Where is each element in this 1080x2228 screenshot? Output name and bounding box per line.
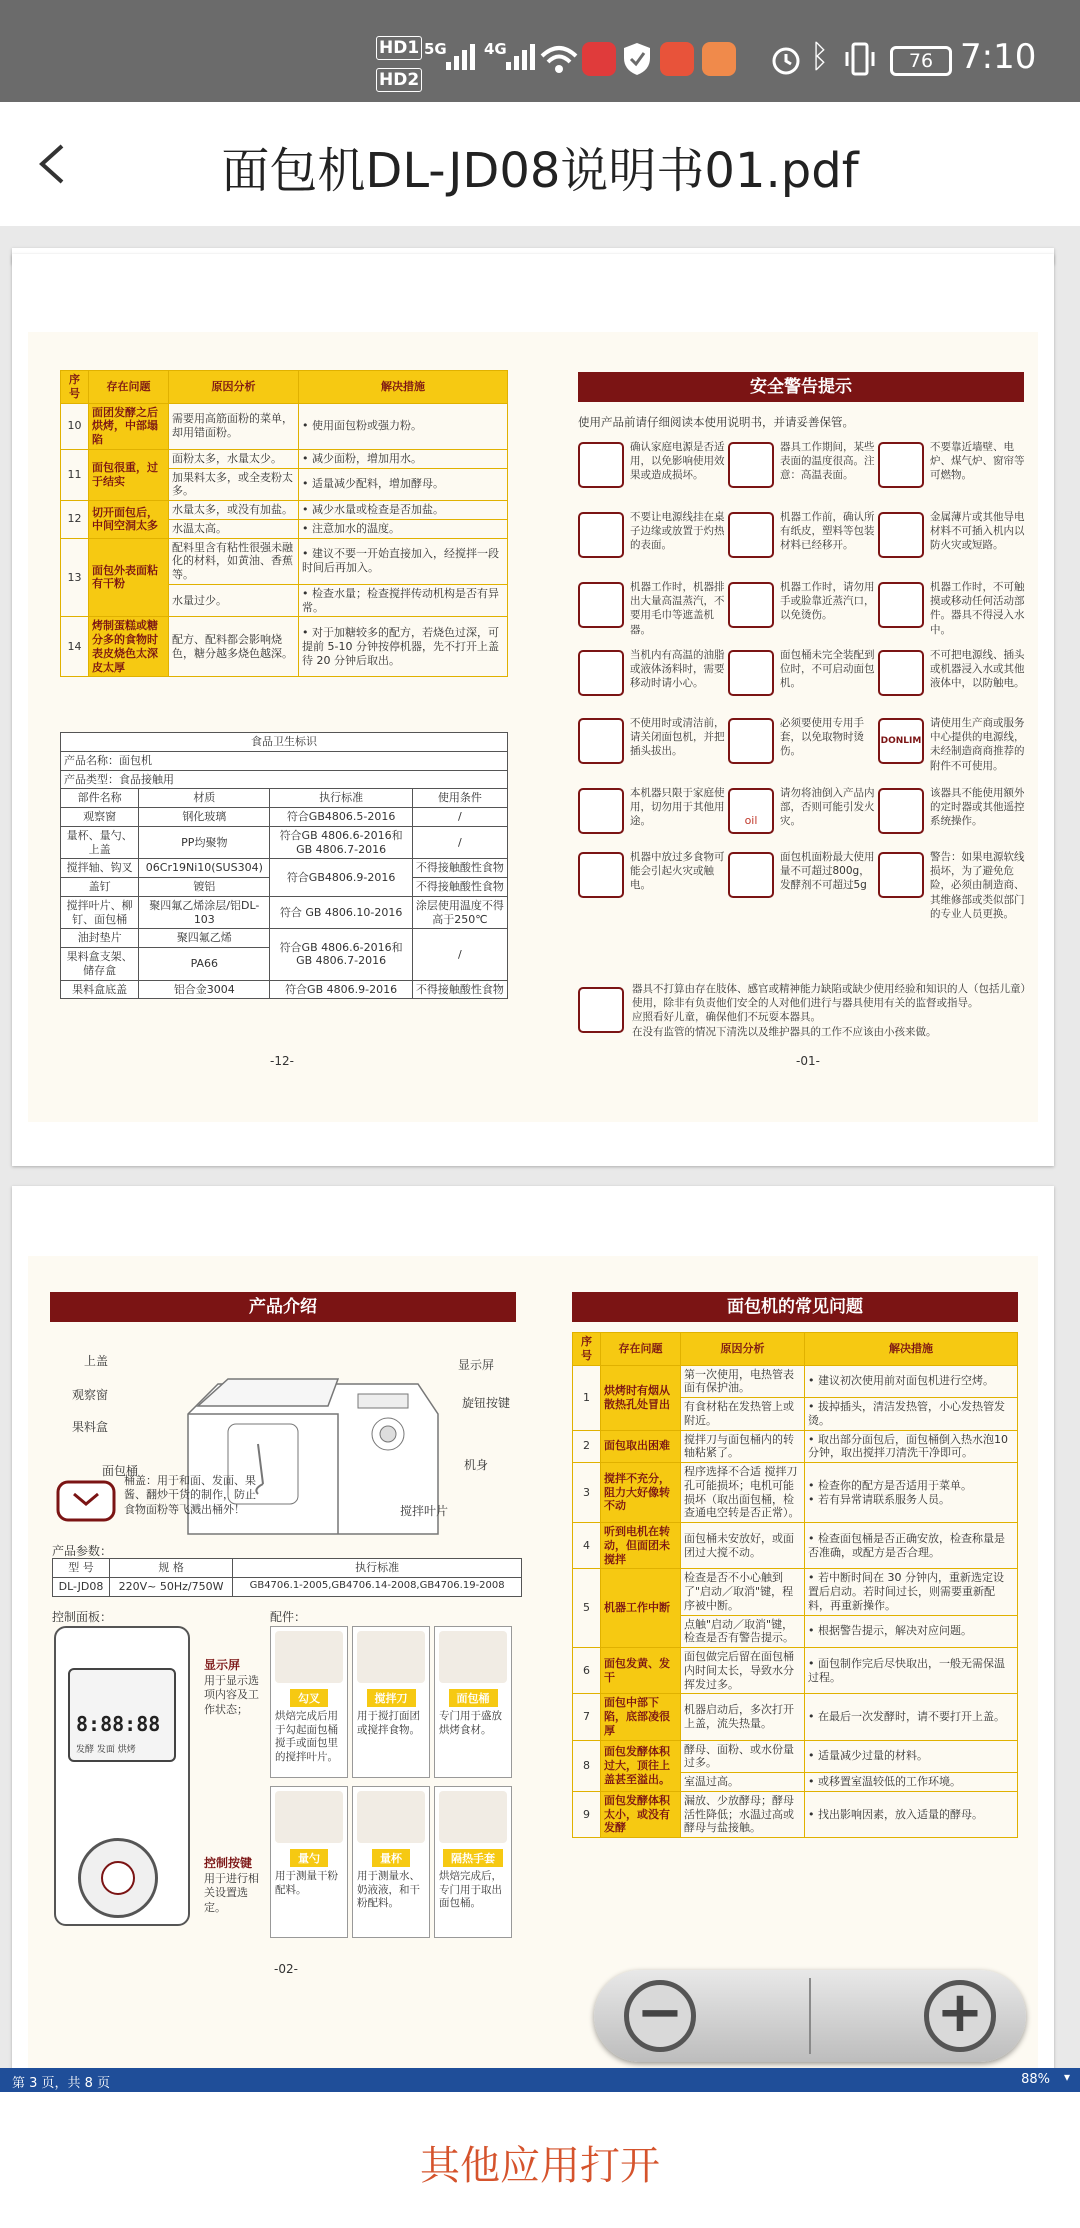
pdf-page-4 [12,1186,1054,2070]
bottom-notes [632,982,1032,1039]
cell: 不得接触酸性食物 [412,878,507,897]
warning-item [578,650,728,720]
accessory-image [439,1631,507,1683]
row-number: 6 [573,1648,601,1694]
table-row [573,1569,1018,1615]
warning-text: 面包机面粉最大使用量不可超过800g，发酵剂不可超过5g [780,851,875,892]
cause-cell: 室温过高。 [681,1773,805,1792]
solution-cell: • 或移置室温较低的工作环境。 [805,1773,1018,1792]
warning-text: 金属薄片或其他导电材料不可插入机内以防火灾或短路。 [930,511,1025,552]
cell: 06Cr19Ni10(SUS304) [139,859,270,878]
scan-spread-1 [28,332,1038,1122]
warning-text: 请勿将油倒入产品内部，否则可能引发火灾。 [780,787,875,828]
signal-icon-2 [506,44,535,70]
oil-icon: oil [728,788,774,834]
safety-intro: 使用产品前请仔细阅读本使用说明书，并请妥善保管。 [578,415,854,429]
problem-cell: 搅拌不充分，阻力大好像转不动 [601,1463,681,1523]
warning-icon [878,582,924,628]
network-5g: 5G [424,40,447,58]
cell: 220V~ 50Hz/750W [109,1577,232,1596]
warning-item [578,512,728,582]
warning-text: 不要让电源线挂在桌子边缘或放置于灼热的表面。 [630,511,725,552]
warning-icon [578,852,624,898]
zoom-in-button[interactable]: + [924,1980,996,2052]
cause-cell: 水量太多，或没有加盐。 [169,501,299,520]
warning-text: 机器工作前，确认所有纸皮，塑料等包装材料已经移开。 [780,511,875,552]
open-with-other-app-button[interactable]: 其他应用打开 [420,2143,660,2189]
accessory-card [352,1626,430,1778]
faq-title: 面包机的常见问题 [572,1292,1018,1322]
col-header: 解决措施 [805,1333,1018,1366]
col-header: 序号 [61,371,89,404]
cell: 镀铝 [139,878,270,897]
warning-icon [878,788,924,834]
warning-icon [878,512,924,558]
col-header: 部件名称 [61,789,139,808]
bucket-lid-icon [54,1474,118,1526]
problem-cell: 面包中部下陷，底部凌很厚 [601,1694,681,1740]
solution-cell: • 适量减少配料，增加酵母。 [299,468,508,501]
table-row [53,1577,522,1596]
cell: 搅拌轴、钩叉 [61,859,139,878]
page-info-bar [0,2068,1080,2092]
col-header: 存在问题 [89,371,169,404]
param-title: 产品参数： [52,1544,113,1558]
page-number: -12- [270,1054,294,1068]
warning-icon [578,650,624,696]
warning-icon [728,852,774,898]
cell: 盖钉 [61,878,139,897]
page-number: -01- [796,1054,820,1068]
app-notification-icon [582,42,616,76]
row-number: 7 [573,1694,601,1740]
warning-item [728,718,878,788]
accessory-image [439,1791,507,1843]
cause-cell: 水量过少。 [169,584,299,617]
cell: 油封垫片 [61,929,139,948]
display-desc: 用于显示选项内容及工作状态； [204,1674,259,1716]
product-intro-title: 产品介绍 [50,1292,516,1322]
warning-text: 警告：如果电源软线损坏，为了避免危险，必须由制造商、其维修部或类似部门的专业人员更换。 [930,851,1025,920]
accessory-desc: 用于搅打面团或搅拌食物。 [357,1710,420,1736]
warning-text: 当机内有高温的油脂或液体汤料时，需要移动时请小心。 [630,649,725,690]
table-row [573,1463,1018,1523]
table-row [61,403,508,449]
accessory-card [434,1626,512,1778]
cause-cell: 面粉太多，水量太少。 [169,449,299,468]
col-header: 原因分析 [169,371,299,404]
solution-cell: • 检查面包桶是否正确安放，检查称量是否准确，或配方是否合理。 [805,1523,1018,1569]
warning-item [878,512,1028,582]
row-number: 1 [573,1365,601,1430]
accessory-desc: 烘焙完成后，专门用于取出面包桶。 [439,1870,502,1910]
solution-cell: • 若中断时间在 30 分钟内，重新选定设置后启动。若时间过长，则需要重新配料，再重新操作。 [805,1569,1018,1615]
table-row [61,501,508,520]
child-disability-icon [578,987,624,1033]
warning-icon [878,442,924,488]
cause-cell: 配料里含有粘性很强未融化的材料，如黄油、香蕉等。 [169,538,299,584]
col-header: 解决措施 [299,371,508,404]
part-label: 上盖 [84,1354,109,1368]
row-number: 8 [573,1740,601,1791]
cell: 搅拌叶片、柳钉、面包桶 [61,896,139,929]
problem-cell: 切开面包后，中间空洞太多 [89,501,169,539]
bucket-lid-note: 桶盖：用于和面、发面、果酱、翻炒干货的制作，防止食物面粉等飞溅出桶外！ [124,1474,256,1516]
accessory-card [434,1786,512,1938]
warning-icon [578,582,624,628]
solution-cell: • 建议不要一开始直接加入，经搅拌一段时间后再加入。 [299,538,508,584]
warning-text: 本机器只限于家庭使用，切勿用于其他用途。 [630,787,725,828]
zoom-level: 88% [1021,2072,1050,2087]
col-header: 使用条件 [412,789,507,808]
solution-cell: • 面包制作完后尽快取出，一般无需保温过程。 [805,1648,1018,1694]
faq-table [572,1332,1018,1838]
accessory-image [275,1791,343,1843]
row-number: 11 [61,449,89,500]
button-label: 控制按键 [204,1856,253,1870]
cause-cell: 面包桶未安放好，或面团过大搅不动。 [681,1523,805,1569]
col-header: 规 格 [109,1559,232,1578]
clock: 7:10 [960,37,1037,77]
cell: 铝合金3004 [139,980,270,999]
accessory-name: 隔热手套 [443,1849,503,1867]
part-label: 显示屏 [458,1358,495,1372]
table-row [61,896,508,929]
accessory-card [270,1786,348,1938]
warning-text: 不使用时或清洁前，请关闭面包机，并把插头拔出。 [630,717,725,758]
vibrate-icon [842,42,878,76]
table-row [61,929,508,948]
hd2-badge: HD2 [376,68,422,92]
problem-cell: 面包发酵体积太小，或没有发酵 [601,1791,681,1837]
table-row [573,1430,1018,1463]
warning-icon [578,718,624,764]
accessory-name: 面包桶 [449,1689,498,1707]
cause-cell: 搅拌刀与面包桶内的转轴粘紧了。 [681,1430,805,1463]
accessory-name: 勾叉 [290,1689,328,1707]
warning-icon [728,582,774,628]
display-label: 显示屏 [204,1658,241,1672]
cell: 量杯、量勺、上盖 [61,826,139,859]
warning-text: 机器工作时，机器排出大量高温蒸汽，不要用毛巾等遮盖机器。 [630,581,725,636]
accessory-desc: 专门用于盛放烘烤食材。 [439,1710,502,1736]
cell: PP均聚物 [139,826,270,859]
cell: 符合GB4806.5-2016 [270,808,412,827]
part-label: 面包桶 [102,1464,139,1478]
part-label: 观察窗 [72,1388,109,1402]
row-number: 2 [573,1430,601,1463]
warning-item [878,788,1028,858]
cell: 果料盒支架、储存盒 [61,948,139,981]
warning-item [728,852,878,922]
solution-cell: • 根据警告提示，解决对应问题。 [805,1615,1018,1648]
status-bar [0,0,1080,102]
cell: PA66 [139,948,270,981]
solution-cell: • 取出部分面包后，面包桶倒入热水泡10分钟，取出搅拌刀清洗干净即可。 [805,1430,1018,1463]
solution-cell: • 对于加糖较多的配方，若烧色过深，可提前 5-10 分钟按停机器，先不打开上盖待 20 分钟后取出。 [299,617,508,677]
cell: 钢化玻璃 [139,808,270,827]
accessory-image [357,1631,425,1683]
cause-cell: 配方、配料都会影响烧色，糖分越多烧色越深。 [169,617,299,677]
cell: DL-JD08 [53,1577,110,1596]
shield-icon [622,42,652,76]
part-label: 机身 [464,1458,489,1472]
cell: 符合GB 4806.9-2016 [270,980,412,999]
warning-text: 机器工作时，不可触摸或移动任何活动部件。器具不得浸入水中。 [930,581,1025,636]
accessory-card [352,1786,430,1938]
cause-cell: 需要用高筋面粉的菜单，却用错面粉。 [169,403,299,449]
warning-item [728,650,878,720]
solution-cell: • 建议初次使用前对面包机进行空烤。 [805,1365,1018,1398]
problem-cell: 机器工作中断 [601,1569,681,1648]
table-row [573,1694,1018,1740]
warning-text: 不要靠近墙壁、电炉、煤气炉、窗帘等可燃物。 [930,441,1025,482]
solution-cell: • 适量减少过量的材料。 [805,1740,1018,1773]
safety-title: 安全警告提示 [578,372,1024,402]
button-desc: 用于进行相关设置选定。 [204,1872,259,1914]
part-label: 旋钮按键 [462,1396,511,1410]
solution-cell: • 拔掉插头，清洁发热管，小心发热管发烫。 [805,1398,1018,1431]
cell: 聚四氟乙烯 [139,929,270,948]
problem-cell: 烤制蛋糕或糖分多的食物时表皮烧色太深皮太厚 [89,617,169,677]
warning-icon [878,650,924,696]
warning-text: 该器具不能使用额外的定时器或其他遥控系统操作。 [930,787,1025,828]
col-header: 原因分析 [681,1333,805,1366]
warning-item [878,852,1028,922]
row-number: 14 [61,617,89,677]
warning-text: 机器工作时，请勿用手或脸靠近蒸汽口，以免烫伤。 [780,581,875,622]
problem-cell: 面包外表面粘有干粉 [89,538,169,617]
table-row [573,1365,1018,1398]
problem-cell: 烘烤时有烟从散热孔处冒出 [601,1365,681,1430]
bottom-bar [0,2092,1080,2228]
warning-icon [578,512,624,558]
scan-spread-2 [28,1256,1038,2070]
cell: 符合 GB 4806.10-2016 [270,896,412,929]
solution-cell: • 找出影响因素，放入适量的酵母。 [805,1791,1018,1837]
page-number: -02- [274,1962,298,1976]
cell: 果料盒底盖 [61,980,139,999]
cause-cell: 水温太高。 [169,519,299,538]
cause-cell: 有食材粘在发热管上或附近。 [681,1398,805,1431]
problem-cell: 听到电机在转动，但面团未搅拌 [601,1523,681,1569]
warning-item [728,512,878,582]
app-header [0,102,1080,226]
warning-icon [578,442,624,488]
product-name: 产品名称：面包机 [61,751,508,770]
cause-cell: 检查是否不小心触到了"启动／取消"键，程序被中断。 [681,1569,805,1615]
product-type: 产品类型：食品接触用 [61,770,508,789]
zoom-out-button[interactable]: − [624,1980,696,2052]
zoom-divider [809,1978,811,2054]
solution-cell: • 在最后一次发酵时，请不要打开上盖。 [805,1694,1018,1740]
cause-cell: 程序选择不合适 搅拌刀孔可能损坏；电机可能损坏（取出面包桶，检查通电空转是否正常）。 [681,1463,805,1523]
row-number: 3 [573,1463,601,1523]
warning-icon [728,442,774,488]
signal-icon [446,44,475,70]
cause-cell: 第一次使用，电热管表面有保护油。 [681,1365,805,1398]
accessory-card [270,1626,348,1778]
network-4g: 4G [484,40,507,58]
document-title: 面包机DL-JD08说明书01.pdf [221,143,859,199]
cause-cell: 加果料太多，或全麦粉太多。 [169,468,299,501]
param-table [52,1558,522,1597]
warning-item [728,582,878,652]
note-line: 在没有监管的情况下清洗以及维护器具的工作不应该由小孩来做。 [632,1025,937,1038]
warning-text: 器具工作期间，某些表面的温度很高。注意：高温表面。 [780,441,875,482]
warning-icon [578,788,624,834]
panel-title: 控制面板： [52,1610,113,1624]
control-panel-diagram [54,1626,190,1926]
cell: 符合GB4806.9-2016 [270,859,412,897]
cell: 符合GB 4806.6-2016和GB 4806.7-2016 [270,826,412,859]
problem-cell: 面包取出困难 [601,1430,681,1463]
solution-cell: • 使用面包粉或强力粉。 [299,403,508,449]
table-row [573,1648,1018,1694]
lcd-digits: 8:88:88 [76,1712,161,1736]
accessory-desc: 用于测量干粉配料。 [275,1870,338,1896]
warning-text: 不可把电源线、插头或机器浸入水或其他液体中，以防触电。 [930,649,1025,690]
warning-text: 面包桶未完全装配到位时，不可启动面包机。 [780,649,875,690]
solution-cell: • 检查你的配方是否适用于菜单。 • 若有异常请联系服务人员。 [805,1463,1018,1523]
pdf-viewer[interactable] [0,226,1080,2070]
warning-text: 确认家庭电源是否适用，以免影响使用效果或造成损坏。 [630,441,725,482]
solution-cell: • 注意加水的温度。 [299,519,508,538]
accessory-name: 量杯 [372,1849,410,1867]
hd1-badge: HD1 [376,36,422,60]
table-row [573,1740,1018,1773]
col-header: 执行标准 [270,789,412,808]
accessory-image [275,1631,343,1683]
part-label: 搅拌叶片 [400,1504,449,1518]
warning-icon [728,718,774,764]
row-number: 10 [61,403,89,449]
col-header: 存在问题 [601,1333,681,1366]
part-label: 果料盒 [72,1420,109,1434]
cause-cell: 酵母、面粉、或水份量过多。 [681,1740,805,1773]
chevron-down-icon[interactable]: ▾ [1063,2070,1070,2084]
warning-item [878,582,1028,652]
cause-cell: 漏放、少放酵母；酵母活性降低；水温过高或酵母与盐接触。 [681,1791,805,1837]
cell: / [412,808,507,827]
table-row [573,1523,1018,1569]
hygiene-title: 食品卫生标识 [61,733,508,752]
problem-cell: 面包发黄、发干 [601,1648,681,1694]
warning-item [728,442,878,512]
page-indicator: 第 3 页，共 8 页 [12,2076,111,2091]
cell: 涂层使用温度不得高于250℃ [412,896,507,929]
solution-cell: • 减少面粉，增加用水。 [299,449,508,468]
alarm-icon [770,44,802,76]
accessory-desc: 烘焙完成后用于勾起面包桶搅手或面包里的搅拌叶片。 [275,1710,338,1763]
book-app-icon [660,42,694,76]
bluetooth-icon: ᛒ [810,37,830,75]
warning-item [878,442,1028,512]
cause-cell: 机器启动后，多次打开上盖，流失热量。 [681,1694,805,1740]
cell: 聚四氟乙烯涂层/铝DL-103 [139,896,270,929]
table-row [61,980,508,999]
accessory-desc: 用于测量水、奶液液，和干粉配料。 [357,1870,420,1910]
note-line: 应照看好儿童，确保他们不玩耍本器具。 [632,1011,821,1024]
accessory-name: 搅拌刀 [367,1689,416,1707]
table-row [61,808,508,827]
troubleshoot-table-continued [60,370,508,677]
wifi-icon [540,44,578,74]
cell: GB4706.1-2005,GB4706.14-2008,GB4706.19-2008 [233,1577,522,1596]
table-row [61,617,508,677]
warning-item [878,718,1028,788]
row-number: 13 [61,538,89,617]
table-row [61,826,508,859]
parts-title: 配件： [270,1610,307,1624]
problem-cell: 面团发酵之后烘烤，中部塌陷 [89,403,169,449]
health-app-icon [702,42,736,76]
table-row [573,1791,1018,1837]
row-number: 5 [573,1569,601,1648]
cause-cell: 面包做完后留在面包桶内时间太长，导致水分挥发过多。 [681,1648,805,1694]
warning-text: 机器中放过多食物可能会引起火灾或触电。 [630,851,725,892]
warning-icon [728,512,774,558]
cell: 不得接触酸性食物 [412,980,507,999]
hygiene-table [60,732,508,999]
lcd-display [68,1668,176,1762]
accessory-image [357,1791,425,1843]
pdf-page-3 [12,254,1054,1166]
cause-cell: 点触"启动／取消"键，检查是否有警告提示。 [681,1615,805,1648]
table-row [61,859,508,878]
col-header: 型 号 [53,1559,110,1578]
warning-item [878,650,1028,720]
cell: 符合GB 4806.6-2016和GB 4806.7-2016 [270,929,412,980]
warning-item [728,788,878,858]
problem-cell: 面包很重，过于结实 [89,449,169,500]
cell: 观察窗 [61,808,139,827]
zoom-controls [594,1970,1026,2062]
col-header: 序号 [573,1333,601,1366]
warning-icon [728,650,774,696]
warning-text: 必须要使用专用手套，以免取物时烫伤。 [780,717,864,758]
battery-icon: 76 [890,46,952,76]
solution-cell: • 减少水量或检查是否加盐。 [299,501,508,520]
cell: 不得接触酸性食物 [412,859,507,878]
table-row [61,449,508,468]
col-header: 材质 [139,789,270,808]
accessory-name: 量勺 [290,1849,328,1867]
cell: / [412,826,507,859]
warning-item [578,718,728,788]
warning-item [578,582,728,652]
warning-icon [878,852,924,898]
warning-item [578,788,728,858]
solution-cell: • 检查水量；检查搅拌传动机构是否有异常。 [299,584,508,617]
lcd-mode-labels: 发酵 发面 烘烤 [76,1745,136,1755]
problem-cell: 面包发酵体积过大，顶往上盖甚至溢出。 [601,1740,681,1791]
row-number: 9 [573,1791,601,1837]
table-row [61,538,508,584]
brand-logo: DONLIM [878,718,924,764]
col-header: 执行标准 [233,1559,522,1578]
warning-item [578,442,728,512]
warning-item [578,852,728,922]
control-knob [78,1838,158,1918]
cell: / [412,929,507,980]
note-line: 器具不打算由存在肢体、感官或精神能力缺陷或缺少使用经验和知识的人（包括儿童）使用，除非有负责他们安全的人对他们进行与器具使用有关的监督或指导。 [632,983,1031,1010]
row-number: 12 [61,501,89,539]
warning-text: 请使用生产商或服务中心提供的电源线，未经制造商商推荐的附件不可使用。 [930,717,1025,772]
row-number: 4 [573,1523,601,1569]
